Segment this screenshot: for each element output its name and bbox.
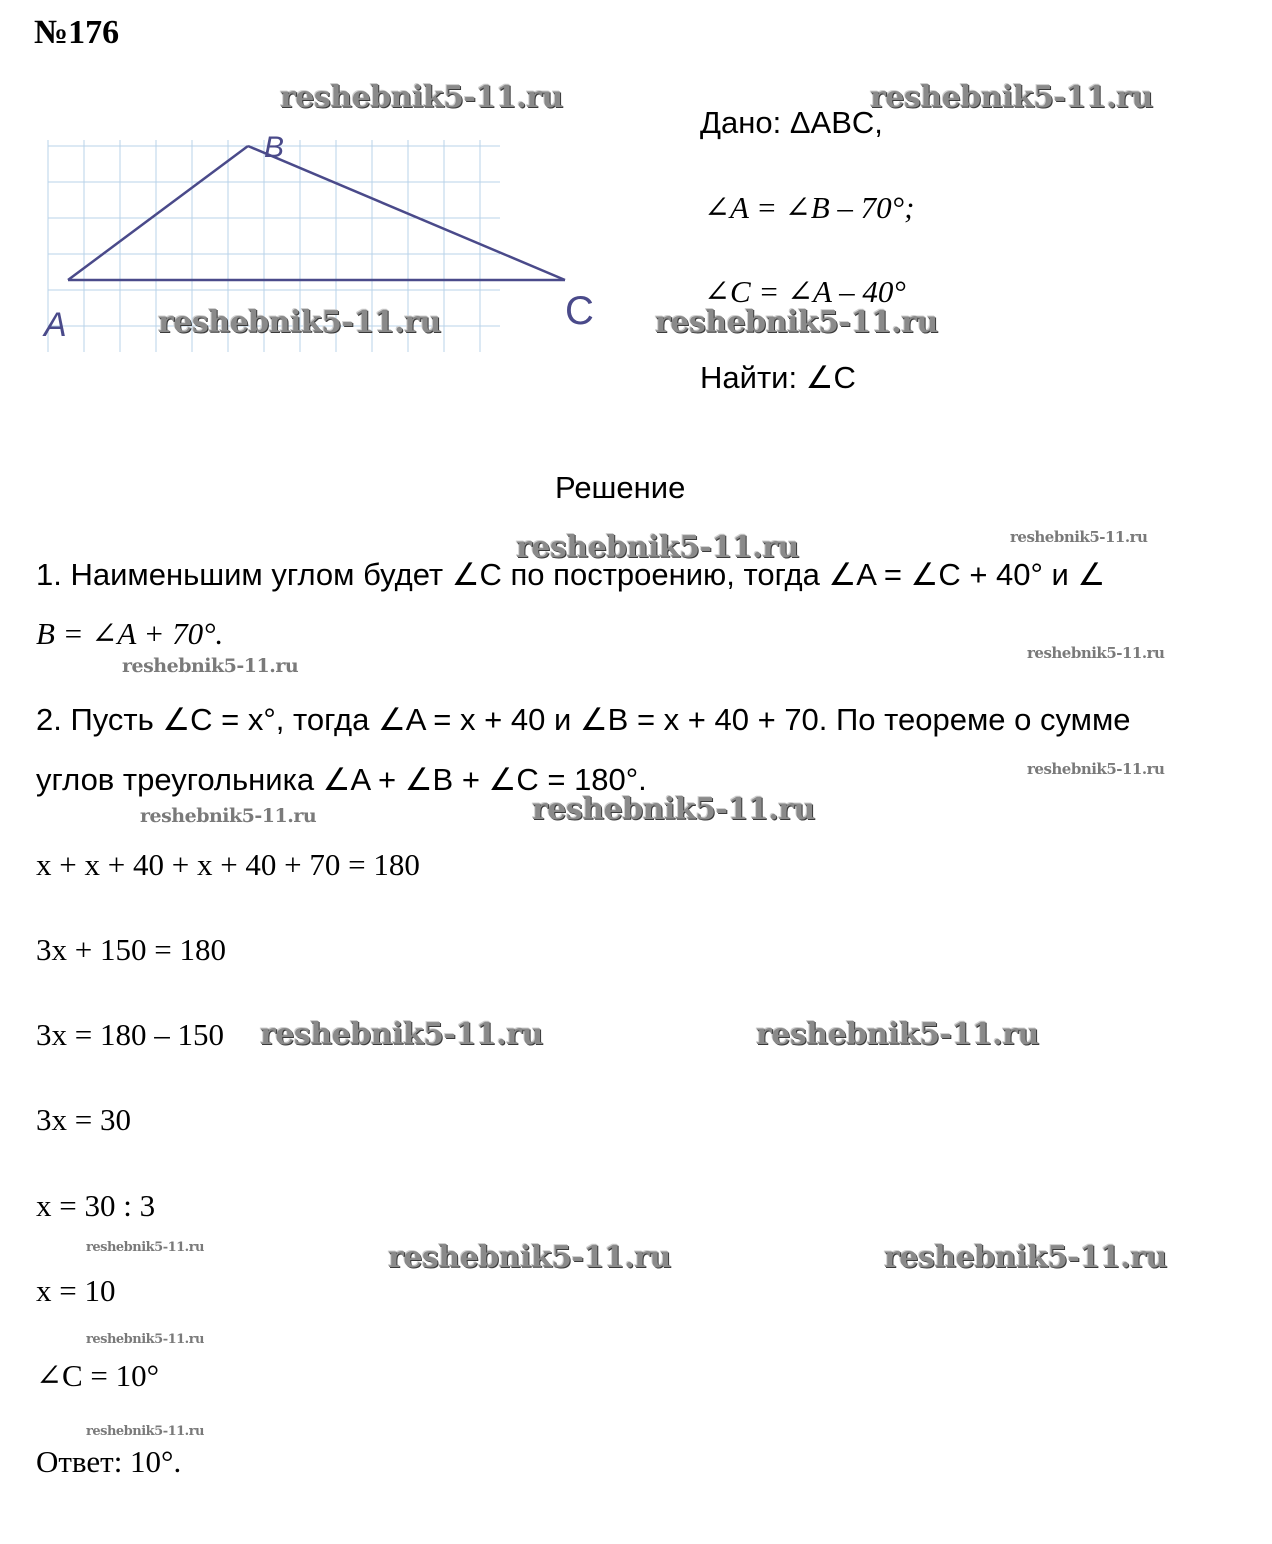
step2-line1: 2. Пусть ∠C = x°, тогда ∠A = x + 40 и ∠B = x + 40 + 70. По теореме о сумме [36,702,1131,737]
watermark: reshebnik5-11.ru [260,1017,543,1052]
watermark: reshebnik5-11.ru [1010,528,1148,546]
equation-4: 3x = 30 [36,1102,131,1137]
equation-5: x = 30 : 3 [36,1188,156,1223]
equation-2: 3x + 150 = 180 [36,932,226,967]
watermark: reshebnik5-11.ru [86,1332,205,1347]
side-bc [248,146,565,280]
equation-7: ∠C = 10° [36,1358,160,1393]
step1-line1: 1. Наименьшим углом будет ∠C по построению, тогда ∠A = ∠C + 40° и ∠ [36,557,1106,592]
watermark: reshebnik5-11.ru [884,1240,1167,1275]
watermark: reshebnik5-11.ru [158,305,441,340]
watermark: reshebnik5-11.ru [870,80,1153,115]
vertex-label-a: A [44,306,67,344]
step1-line2: B = ∠A + 70°. [36,616,224,651]
vertex-label-b: B [264,130,285,164]
equation-3: 3x = 180 – 150 [36,1017,224,1052]
watermark: reshebnik5-11.ru [86,1424,205,1439]
given-angle-c: ∠C = ∠A – 40° [704,274,906,309]
watermark: reshebnik5-11.ru [655,305,938,340]
vertex-label-c: C [565,289,594,333]
side-ab [68,146,248,280]
watermark: reshebnik5-11.ru [86,1240,205,1255]
answer: Ответ: 10°. [36,1444,182,1479]
watermark: reshebnik5-11.ru [122,655,299,677]
watermark: reshebnik5-11.ru [1027,760,1165,778]
watermark: reshebnik5-11.ru [516,530,799,565]
given-triangle: Дано: ΔABC, [700,105,883,140]
watermark: reshebnik5-11.ru [1027,644,1165,662]
watermark: reshebnik5-11.ru [140,805,317,827]
find-angle-c: Найти: ∠C [700,360,856,395]
step2-line2: углов треугольника ∠A + ∠B + ∠C = 180°. [36,762,647,797]
equation-6: x = 10 [36,1273,116,1308]
watermark: reshebnik5-11.ru [280,80,563,115]
watermark: reshebnik5-11.ru [756,1017,1039,1052]
watermark: reshebnik5-11.ru [388,1240,671,1275]
problem-number: №176 [34,14,120,51]
solution-heading: Решение [555,470,686,505]
equation-1: x + x + 40 + x + 40 + 70 = 180 [36,847,420,882]
watermark: reshebnik5-11.ru [532,792,815,827]
given-angle-a: ∠A = ∠B – 70°; [704,190,915,225]
